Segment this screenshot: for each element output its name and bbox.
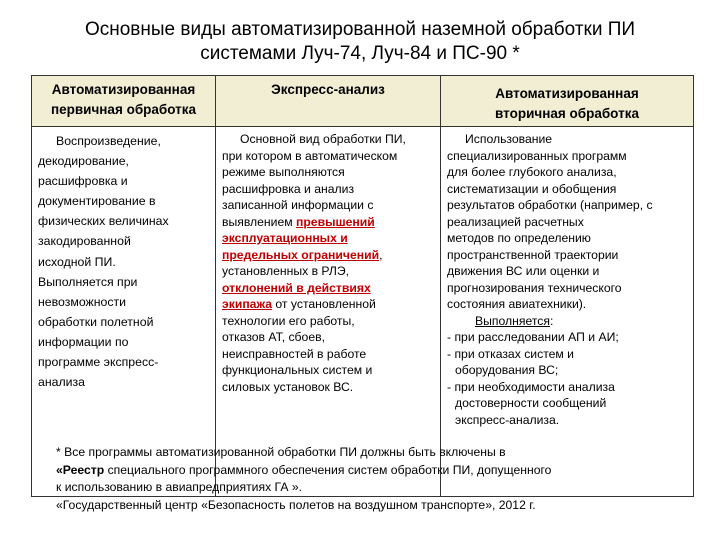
secondary-text-line: Использование: [465, 132, 553, 146]
header-secondary-line-1: Автоматизированная: [495, 86, 639, 101]
secondary-text-line: реализацией расчетных: [447, 214, 584, 229]
primary-text-line: документирование в: [38, 194, 156, 209]
primary-text-line: физических величинах: [38, 214, 169, 229]
processing-types-table: [31, 75, 694, 497]
secondary-bullet: - при необходимости анализа: [447, 379, 615, 394]
header-primary-processing: [32, 76, 216, 127]
primary-text-line: информации по: [38, 334, 129, 349]
performed-line: [447, 313, 689, 330]
primary-text-line: расшифровка и: [38, 174, 128, 189]
primary-text-line: программе экспресс-: [38, 355, 159, 370]
express-text-line: силовых установок ВС.: [222, 379, 354, 394]
footnote: [56, 444, 676, 514]
secondary-bullet: оборудования ВС;: [455, 363, 559, 377]
title-line-1: Основные виды автоматизированной наземной обработки ПИ: [84, 19, 636, 40]
header-express-analysis: [216, 76, 441, 127]
footnote-line: * Все программы автоматизированной обработки ПИ должны быть включены в: [56, 445, 506, 459]
primary-text-line: исходной ПИ.: [38, 254, 116, 269]
secondary-text-line: результатов обработки (например, с: [447, 198, 653, 212]
table-body-row: [32, 127, 694, 497]
secondary-bullet: - при отказах систем и: [447, 346, 574, 361]
express-text-line: расшифровка и анализ: [222, 181, 355, 196]
highlight-crew: экипажа: [222, 297, 273, 311]
cell-express-description: [216, 127, 441, 497]
footnote-line: «Государственный центр «Безопасность полетов на воздушном транспорте», 2012 г.: [56, 497, 536, 512]
footnote-line: к использованию в авиапредприятиях ГА ».: [56, 480, 303, 494]
primary-text-line: обработки полетной: [38, 314, 154, 329]
page-title: [0, 18, 720, 66]
primary-text-line: закодированной: [38, 234, 131, 249]
highlight-limits: предельных ограничений: [222, 247, 380, 262]
primary-text-line: Выполняется при: [38, 274, 138, 289]
performed-label: Выполняется: [475, 313, 550, 328]
footnote-text-span: специального программного обеспечения систем обработки ПИ, допущенного: [104, 462, 552, 477]
header-primary-line-1: Автоматизированная: [51, 82, 196, 97]
highlight-operational: эксплуатационных и: [222, 231, 348, 245]
performed-colon: :: [549, 313, 554, 328]
express-text-line: режиме выполняются: [222, 165, 345, 179]
secondary-bullet: экспресс-анализа.: [455, 412, 560, 427]
express-text-line: функциональных систем и: [222, 363, 373, 377]
header-primary-line-2: первичная обработка: [50, 102, 197, 117]
secondary-text-line: специализированных программ: [447, 148, 627, 163]
secondary-text-line: для более глубокого анализа,: [447, 165, 617, 179]
secondary-text-line: пространственной траектории: [447, 247, 619, 262]
secondary-text-line: движения ВС или оценки и: [447, 264, 600, 278]
header-secondary-line-2: вторичная обработка: [495, 106, 639, 121]
express-text-line: неисправностей в работе: [222, 346, 367, 361]
express-text-span: ,: [379, 247, 383, 262]
footnote-registry-bold: «Реестр: [56, 462, 105, 477]
table-header-row: [32, 76, 694, 127]
secondary-text-line: состояния авиатехники).: [447, 297, 587, 311]
primary-text-line: невозможности: [38, 294, 127, 309]
secondary-bullet: - при расследовании АП и АИ;: [447, 330, 619, 344]
secondary-text-line: методов по определению: [447, 231, 591, 245]
title-line-2: системами Луч-74, Луч-84 и ПС-90 *: [200, 43, 520, 64]
express-text-line: при котором в автоматическом: [222, 148, 398, 163]
footnote-line: [56, 462, 676, 480]
header-express-line-1: Экспресс-анализ: [271, 82, 385, 97]
secondary-bullet: достоверности сообщений: [455, 396, 607, 410]
express-text-span: от установленной: [272, 297, 376, 311]
header-secondary-processing: [441, 76, 694, 127]
primary-text-line: анализа: [38, 375, 85, 390]
express-text-line: установленных в РЛЭ,: [222, 264, 350, 278]
express-text-line: Основной вид обработки ПИ,: [240, 132, 406, 146]
express-text-line: [222, 247, 436, 264]
highlight-exceedances: превышений: [296, 214, 375, 229]
highlight-deviations: отклонений в действиях: [222, 280, 371, 295]
cell-secondary-description: [441, 127, 694, 497]
secondary-text-line: прогнозирования технического: [447, 280, 622, 295]
cell-primary-description: [32, 127, 216, 497]
express-text-line: технологии его работы,: [222, 313, 355, 328]
secondary-text-line: систематизации и обобщения: [447, 181, 617, 196]
primary-text-line: декодирование,: [38, 154, 129, 169]
express-text-line: [222, 214, 436, 231]
express-text-line: отказов АТ, сбоев,: [222, 330, 325, 344]
express-text-line: [222, 296, 436, 313]
express-text-span: выявлением: [222, 214, 296, 229]
primary-text-line: Воспроизведение,: [56, 134, 161, 148]
express-text-line: записанной информации с: [222, 198, 374, 212]
